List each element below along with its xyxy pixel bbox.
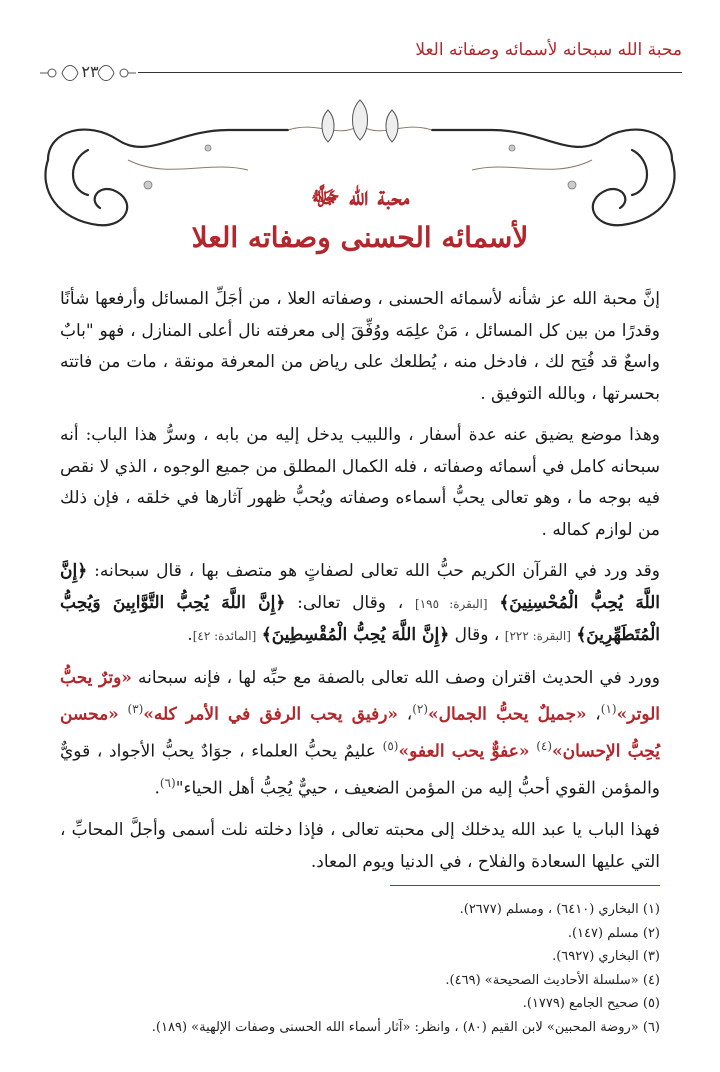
footnote-marker-3: (٣) [127,702,144,716]
header-rule [138,72,682,73]
paragraph-3 [60,556,660,653]
paragraph-1: إنَّ محبة الله عز شأنه لأسمائه الحسنى ، وصفاته العلا ، من أجَلِّ المسائل وأرفعها شأنًا وقدرًا من بين كل المسائل ، مَنْ علِمَه ووُفِّقَ إلى معرفته نال أعلى المنازل ، فهو "بابٌ واسعٌ قد فُتِح لك ، فادخل منه ، يُطلعك على رياض من المعرفة مونقة ، مات من فاتته بحسرتها ، وبالله التوفيق . [60,289,660,404]
footnote-marker-1: (١) [600,702,617,716]
paragraph-4: وورد في الحديث اقتران وصف الله تعالى بالصفة مع حبِّه لها ، فإنه سبحانه «وترٌ يحبُّ الوتر»$^{(١)}$، «جميلٌ يحبُّ الجمال»$^{(٢)}$، «رفيق يحب الرفق في الأمر كله»$^{(٣)}$ «محسن يُحِبُّ الإحسان»$^{(٤)}$ «عفوٌّ يحب العفو»$^{(٥)}$ عليمٌ يحبُّ العلماء ، جوَادٌ يحبُّ الأجواد ، قويٌّ والمؤمن القوي أحبُّ إليه من المؤمن الضعيف ، حييٌّ يُحِبُّ أهل الحياء"$^{(٦)}$. [60,667,661,799]
paragraph-2: وهذا موضع يضيق عنه عدة أسفار ، واللبيب يدخل إليه من بابه ، وسرُّ هذا الباب: أنه سبحانه كامل في أسمائه وصفاته ، فله الكمال المطلق من جميع الوجوه ، الذي لا نقص فيه بوجه ما ، وهو تعالى يحبُّ أسماءه وصفاته ويُحبُّ ظهور آثارها في خلقه ، فإن ذلك من لوازم كماله . [60,425,660,540]
footnote-marker-6: (٦) [159,776,176,791]
chapter-title-line1: محبة الله ﷻ [310,182,410,212]
p4-text-b: عليمٌ يحبُّ العلماء ، جوَادٌ يحبُّ الأجواد ، قويٌّ والمؤمن القوي أحبُّ إليه من المؤمن الضعيف ، حييٌّ يُحِبُّ أهل الحياء" [60,741,660,799]
hadith-phrase-4: «محسن يُحِبُّ الإحسان» [60,704,661,762]
footnote-6: (٦) «روضة المحبين» لابن القيم (٨٠) ، وانظر: «آثار أسماء الله الحسنى وصفات الإلهية» (١٨٩). [151,1019,660,1035]
quran-verse-3: ﴿إِنَّ اللَّهَ يُحِبُّ الْمُقْسِطِينَ﴾ [261,625,450,645]
footnote-1: (١) البخاري (٦٤١٠) ، ومسلم (٢٦٧٧). [459,902,660,917]
footnote-4: (٤) «سلسلة الأحاديث الصحيحة» (٤٦٩). [445,972,660,988]
footnote-2: (٢) مسلم (١٤٧). [567,925,660,941]
hadith-phrase-2: «جميلٌ يحبُّ الجمال» [428,704,587,725]
body-text [60,284,660,888]
p3-text-b: ، وقال تعالى: [297,592,404,613]
p4-text-a: وورد في الحديث اقتران وصف الله تعالى بالصفة مع حبِّه لها ، فإنه سبحانه [137,667,661,688]
hadith-phrase-3: «رفيق يحب الرفق في الأمر كله» [143,704,399,725]
verse-ref-2: [البقرة: ٢٢٢] [504,629,571,643]
verse-ref-3: [المائدة: ٤٢] [192,629,257,643]
hadith-phrase-1: «وترٌ يحبُّ الوتر» [60,667,661,725]
footnotes [60,898,660,1039]
footnote-marker-5: (٥) [382,739,399,754]
paragraph-5: فهذا الباب يا عبد الله يدخلك إلى محبته تعالى ، فإذا دخلته نلت أسمى وأجلَّ المحابِّ ، التي عليها السعادة والفلاح ، في الدنيا ويوم المعاد. [60,820,660,872]
running-header [38,40,682,80]
footnote-marker-4: (٤) [536,739,553,754]
running-title: محبة الله سبحانه لأسمائه وصفاته العلا [415,40,682,60]
page-number: ٢٣ [81,62,99,81]
p3-text-a: وقد ورد في القرآن الكريم حبُّ الله تعالى لصفاتٍ هو متصف بها ، قال سبحانه: [94,561,660,581]
verse-ref-1: [البقرة: ١٩٥] [415,596,488,611]
quran-verse-1: ﴿إِنَّ اللَّهَ يُحِبُّ الْمُحْسِنِينَ﴾ [60,561,660,613]
p4-text-c: . [154,778,160,799]
footnote-3: (٣) البخاري (٦٩٢٧). [552,949,660,964]
chapter-title [0,178,720,260]
footnote-divider [390,885,660,886]
quran-verse-2: ﴿إِنَّ اللَّهَ يُحِبُّ التَّوَّابِينَ وَيُحِبُّ الْمُتَطَهِّرِينَ﴾ [60,592,660,645]
hadith-phrase-5: «عفوٌّ يحب العفو» [398,741,530,762]
p3-text-c: ، وقال [454,625,500,645]
footnote-5: (٥) صحيح الجامع (١٧٧٩). [522,996,660,1011]
chapter-title-line2: لأسمائه الحسنى وصفاته العلا [191,221,529,254]
footnote-marker-2: (٢) [412,702,429,716]
p3-text-d: . [187,625,193,645]
page-number-ornament [38,60,138,86]
